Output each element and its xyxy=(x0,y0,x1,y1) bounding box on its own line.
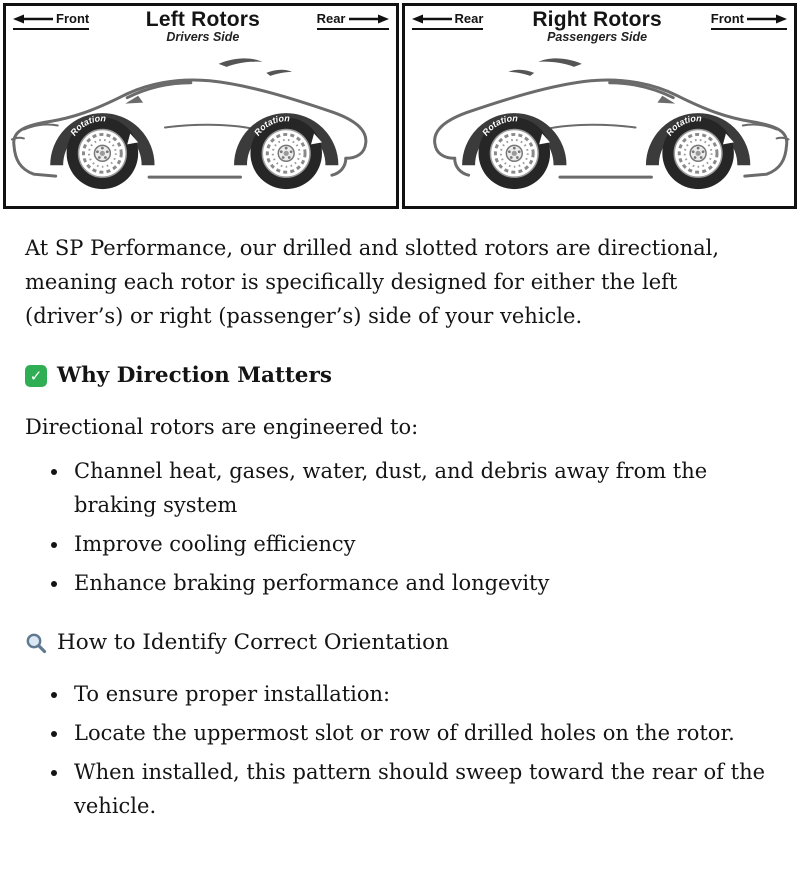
direction-label-text: Front xyxy=(56,11,90,26)
panel-title: Right Rotors xyxy=(532,8,662,31)
section-title: How to Identify Correct Orientation xyxy=(57,629,449,655)
rotor-direction-diagram xyxy=(0,0,800,209)
panel-subtitle: Passengers Side xyxy=(547,30,648,45)
arrow-left-icon xyxy=(412,14,452,24)
bullet-item: • Channel heat, gases, water, dust, and debris away from the braking system xyxy=(70,454,775,522)
section-orientation-heading xyxy=(25,626,775,661)
check-icon: ✓ xyxy=(25,365,47,387)
direction-label-text: Front xyxy=(710,11,744,26)
car-illustration-left xyxy=(6,48,396,205)
intro-paragraph: At SP Performance, our drilled and slotted rotors are directional, meaning each rotor is specifically designed for either the left (driver’s) or right (passenger’s) side of your vehicle. xyxy=(25,236,720,329)
rear-rotor xyxy=(240,113,331,189)
direction-label-text: Rear xyxy=(316,11,346,26)
bullet-item: • Locate the uppermost slot or row of drilled holes on the rotor. xyxy=(70,716,775,750)
arrow-right-icon xyxy=(349,14,389,24)
left-panel-header xyxy=(13,9,389,44)
rear-rotor xyxy=(652,113,743,189)
rear-direction-label xyxy=(317,11,389,30)
right-panel-titles xyxy=(532,9,662,44)
front-direction-label xyxy=(711,11,787,30)
bullet-item: • To ensure proper installation: xyxy=(70,677,775,711)
section1-bullet-list xyxy=(25,454,775,600)
bullet-item: • Enhance braking performance and longevity xyxy=(70,566,775,600)
arrow-right-icon xyxy=(747,14,787,24)
article-body xyxy=(0,209,800,873)
front-direction-label xyxy=(13,11,89,30)
right-rotors-panel xyxy=(402,3,798,209)
panel-subtitle: Drivers Side xyxy=(166,30,240,45)
left-rotors-panel xyxy=(3,3,399,209)
direction-label-text: Rear xyxy=(454,11,484,26)
rear-direction-label xyxy=(412,11,484,30)
section-why-direction-heading xyxy=(25,359,775,394)
arrow-left-icon xyxy=(13,14,53,24)
front-rotor xyxy=(57,113,148,189)
left-panel-titles xyxy=(146,9,260,44)
section-title: Why Direction Matters xyxy=(57,363,332,389)
bullet-item: • When installed, this pattern should sweep toward the rear of the vehicle. xyxy=(70,755,775,823)
section1-lead: Directional rotors are engineered to: xyxy=(25,414,419,439)
bullet-item: • Improve cooling efficiency xyxy=(70,527,775,561)
panel-title: Left Rotors xyxy=(145,8,260,31)
section2-bullet-list xyxy=(25,677,775,823)
car-illustration-right xyxy=(405,48,795,205)
front-rotor xyxy=(468,113,559,189)
right-panel-header xyxy=(412,9,788,44)
magnifier-icon xyxy=(25,632,47,654)
